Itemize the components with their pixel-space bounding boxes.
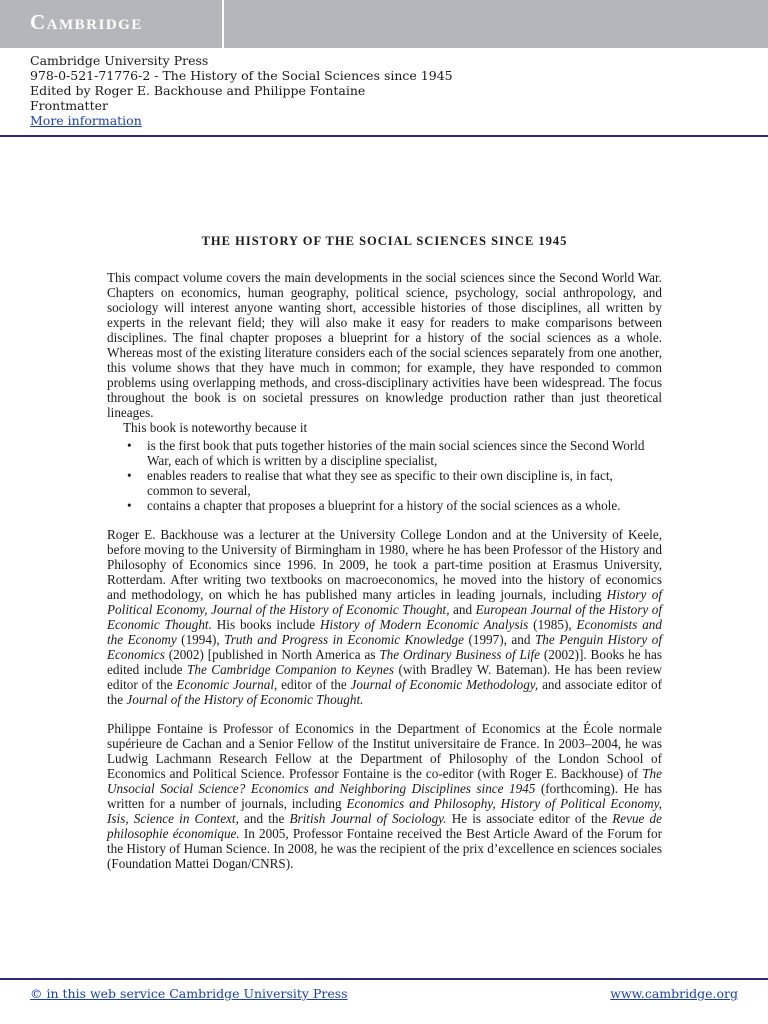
copyright-link[interactable]: © in this web service Cambridge University Press [30,986,348,1001]
editors-line: Edited by Roger E. Backhouse and Philippe Fontaine [30,83,366,98]
isbn-title: 978-0-521-71776-2 - The History of the Social Sciences since 1945 [30,68,453,83]
header-divider [222,0,224,48]
page-title: THE HISTORY OF THE SOCIAL SCIENCES SINCE 1945 [201,234,568,248]
website-link[interactable]: www.cambridge.org [610,986,738,1001]
description-paragraph: This compact volume covers the main developments in the social sciences since the Second World War. Chapters on economics, human geography, political science, psychology, social anthropology, and sociology will interest anyone wanting short, accessible histories of those disciplines, all written by experts in the relevant field; they will also make it easy for readers to make comparisons between disciplines. The final chapter proposes a blueprint for a history of the social sciences as a whole. Whereas most of the existing literature considers each of the social sciences separately from one another, this volume shows that they have much in common; for example, they have responded to common problems using overlapping methods, and cross-disciplinary activities have been widespread. The focus throughout the book is on societal pressures on knowledge production rather than just theoretical lineages. [107,270,662,420]
list-item: • enables readers to realise that what they see as specific to their own discipline is, in fact, common to several, [147,468,662,498]
top-rule [0,135,768,137]
noteworthy-list [107,438,662,513]
bottom-rule [0,978,768,980]
noteworthy-intro: This book is noteworthy because it [123,420,308,435]
bio-backhouse: Roger E. Backhouse was a lecturer at the University College London and at the University of Keele, before moving to the University of Birmingham in 1980, where he has been Professor of the History and Philosophy of Economics since 1996. In 2009, he took a part-time position at Erasmus University, Rotterdam. After writing two textbooks on macroeconomics, he moved into the history of economics and methodology, on which he has published many articles in leading journals, including History of Political Economy, Journal of the History of Economic Thought, and European Journal of the History of Economic Thought. His books include History of Modern Economic Analysis (1985), Economists and the Economy (1994), Truth and Progress in Economic Knowledge (1997), and The Penguin History of Economics (2002) [published in North America as The Ordinary Business of Life (2002)]. Books he has edited include The Cambridge Companion to Keynes (with Bradley W. Bateman). He has been review editor of the Economic Journal, editor of the Journal of Economic Methodology, and associate editor of the Journal of the History of Economic Thought. [107,527,663,707]
publisher-name: Cambridge University Press [30,53,209,68]
book-metadata [30,53,750,128]
list-item: • is the first book that puts together histories of the main social sciences since the Second World War, each of which is written by a discipline specialist, [147,438,662,468]
cambridge-logo[interactable]: Cambridge [30,10,143,34]
section-name: Frontmatter [30,98,108,113]
bio-fontaine: Philippe Fontaine is Professor of Economics in the Department of Economics at the École normale supérieure de Cachan and a Senior Fellow of the Institut universitaire de France. In 2003–2004, he was Ludwig Lachmann Research Fellow at the Department of Philosophy of the London School of Economics and Political Science. Professor Fontaine is the co-editor (with Roger E. Backhouse) of The Unsocial Social Science? Economics and Neighboring Disciplines since 1945 (forthcoming). He has written for a number of journals, including Economics and Philosophy, History of Political Economy, Isis, Science in Context, and the British Journal of Sociology. He is associate editor of the Revue de philosophie économique. In 2005, Professor Fontaine received the Best Article Award of the Forum for the History of Human Science. In 2008, he was the recipient of the prix d’excellence en sciences sociales (Foundation Mattei Dogan/CNRS). [107,721,663,871]
list-item: • contains a chapter that proposes a blueprint for a history of the social sciences as a whole. [147,498,662,513]
more-information-link[interactable]: More information [30,113,142,128]
header-bar [0,0,768,48]
page-content [107,270,662,871]
